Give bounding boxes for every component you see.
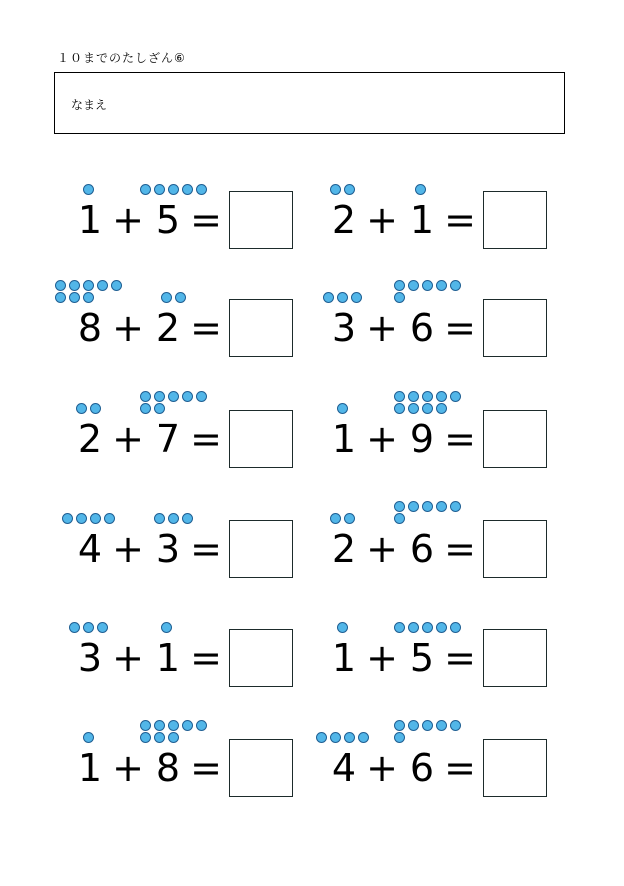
counting-dot xyxy=(76,513,87,524)
counting-dot xyxy=(394,622,405,633)
answer-box[interactable] xyxy=(229,739,293,797)
equals-sign: = xyxy=(444,417,476,461)
addend-a: 1 xyxy=(77,198,103,242)
counting-dot xyxy=(90,513,101,524)
counting-dot xyxy=(450,720,461,731)
plus-sign: + xyxy=(112,198,144,242)
plus-sign: + xyxy=(112,417,144,461)
addend-b: 3 xyxy=(155,527,181,571)
addend-b: 2 xyxy=(155,306,181,350)
counting-dot xyxy=(168,720,179,731)
counting-dot xyxy=(161,292,172,303)
plus-sign: + xyxy=(112,527,144,571)
counting-dot xyxy=(337,622,348,633)
counting-dot xyxy=(450,280,461,291)
counting-dot xyxy=(436,391,447,402)
plus-sign: + xyxy=(112,306,144,350)
counting-dot xyxy=(422,280,433,291)
equals-sign: = xyxy=(190,198,222,242)
counting-dot xyxy=(415,184,426,195)
equals-sign: = xyxy=(190,636,222,680)
addend-b: 5 xyxy=(155,198,181,242)
answer-box[interactable] xyxy=(229,299,293,357)
counting-dot xyxy=(394,292,405,303)
equals-sign: = xyxy=(444,746,476,790)
equals-sign: = xyxy=(190,417,222,461)
counting-dot xyxy=(394,403,405,414)
counting-dot xyxy=(330,732,341,743)
addend-a: 3 xyxy=(77,636,103,680)
counting-dot xyxy=(408,403,419,414)
counting-dot xyxy=(69,622,80,633)
equals-sign: = xyxy=(444,527,476,571)
addend-a: 8 xyxy=(77,306,103,350)
answer-box[interactable] xyxy=(483,410,547,468)
counting-dot xyxy=(83,292,94,303)
counting-dot xyxy=(140,732,151,743)
addend-a: 1 xyxy=(331,636,357,680)
answer-box[interactable] xyxy=(483,520,547,578)
addend-b: 7 xyxy=(155,417,181,461)
counting-dot xyxy=(394,513,405,524)
counting-dot xyxy=(182,513,193,524)
counting-dot xyxy=(330,184,341,195)
worksheet-title: １０までのたしざん⑥ xyxy=(57,51,186,65)
counting-dot xyxy=(408,391,419,402)
counting-dot xyxy=(104,513,115,524)
equals-sign: = xyxy=(444,198,476,242)
counting-dot xyxy=(69,280,80,291)
addend-b: 1 xyxy=(409,198,435,242)
addend-b: 6 xyxy=(409,306,435,350)
counting-dot xyxy=(182,391,193,402)
answer-box[interactable] xyxy=(483,629,547,687)
counting-dot xyxy=(422,403,433,414)
equals-sign: = xyxy=(444,636,476,680)
answer-box[interactable] xyxy=(229,410,293,468)
equals-sign: = xyxy=(190,527,222,571)
counting-dot xyxy=(83,622,94,633)
counting-dot xyxy=(408,501,419,512)
counting-dot xyxy=(140,184,151,195)
counting-dot xyxy=(168,184,179,195)
counting-dot xyxy=(337,292,348,303)
counting-dot xyxy=(394,391,405,402)
answer-box[interactable] xyxy=(229,520,293,578)
counting-dot xyxy=(436,280,447,291)
counting-dot xyxy=(408,280,419,291)
counting-dot xyxy=(168,732,179,743)
addend-a: 4 xyxy=(331,746,357,790)
counting-dot xyxy=(422,720,433,731)
counting-dot xyxy=(436,501,447,512)
counting-dot xyxy=(55,280,66,291)
plus-sign: + xyxy=(366,636,398,680)
counting-dot xyxy=(154,720,165,731)
counting-dot xyxy=(394,732,405,743)
addend-a: 1 xyxy=(331,417,357,461)
counting-dot xyxy=(196,720,207,731)
counting-dot xyxy=(450,501,461,512)
plus-sign: + xyxy=(112,636,144,680)
counting-dot xyxy=(330,513,341,524)
counting-dot xyxy=(97,280,108,291)
counting-dot xyxy=(97,622,108,633)
counting-dot xyxy=(408,720,419,731)
counting-dot xyxy=(182,720,193,731)
addend-a: 2 xyxy=(331,527,357,571)
counting-dot xyxy=(337,403,348,414)
addend-a: 3 xyxy=(331,306,357,350)
counting-dot xyxy=(55,292,66,303)
counting-dot xyxy=(76,403,87,414)
counting-dot xyxy=(175,292,186,303)
addend-b: 6 xyxy=(409,746,435,790)
counting-dot xyxy=(90,403,101,414)
counting-dot xyxy=(196,391,207,402)
counting-dot xyxy=(422,622,433,633)
counting-dot xyxy=(154,184,165,195)
counting-dot xyxy=(422,391,433,402)
counting-dot xyxy=(351,292,362,303)
counting-dot xyxy=(111,280,122,291)
counting-dot xyxy=(140,391,151,402)
counting-dot xyxy=(69,292,80,303)
counting-dot xyxy=(450,622,461,633)
counting-dot xyxy=(83,732,94,743)
counting-dot xyxy=(316,732,327,743)
equals-sign: = xyxy=(444,306,476,350)
counting-dot xyxy=(450,391,461,402)
addend-a: 2 xyxy=(77,417,103,461)
counting-dot xyxy=(83,184,94,195)
equals-sign: = xyxy=(190,306,222,350)
addend-b: 9 xyxy=(409,417,435,461)
counting-dot xyxy=(154,391,165,402)
counting-dot xyxy=(344,513,355,524)
counting-dot xyxy=(436,720,447,731)
counting-dot xyxy=(436,403,447,414)
counting-dot xyxy=(161,622,172,633)
answer-box[interactable] xyxy=(483,191,547,249)
counting-dot xyxy=(140,720,151,731)
counting-dot xyxy=(436,622,447,633)
counting-dot xyxy=(344,184,355,195)
counting-dot xyxy=(394,280,405,291)
addend-b: 6 xyxy=(409,527,435,571)
plus-sign: + xyxy=(112,746,144,790)
addend-a: 2 xyxy=(331,198,357,242)
plus-sign: + xyxy=(366,306,398,350)
addend-b: 8 xyxy=(155,746,181,790)
counting-dot xyxy=(182,184,193,195)
counting-dot xyxy=(394,501,405,512)
plus-sign: + xyxy=(366,417,398,461)
counting-dot xyxy=(408,622,419,633)
plus-sign: + xyxy=(366,527,398,571)
name-label: なまえ xyxy=(71,98,108,112)
counting-dot xyxy=(140,403,151,414)
answer-box[interactable] xyxy=(229,191,293,249)
addend-a: 4 xyxy=(77,527,103,571)
counting-dot xyxy=(323,292,334,303)
addend-a: 1 xyxy=(77,746,103,790)
counting-dot xyxy=(62,513,73,524)
counting-dot xyxy=(394,720,405,731)
counting-dot xyxy=(154,403,165,414)
name-field[interactable] xyxy=(54,72,565,134)
counting-dot xyxy=(168,391,179,402)
addend-b: 1 xyxy=(155,636,181,680)
answer-box[interactable] xyxy=(229,629,293,687)
equals-sign: = xyxy=(190,746,222,790)
counting-dot xyxy=(83,280,94,291)
counting-dot xyxy=(196,184,207,195)
answer-box[interactable] xyxy=(483,299,547,357)
counting-dot xyxy=(168,513,179,524)
addend-b: 5 xyxy=(409,636,435,680)
counting-dot xyxy=(344,732,355,743)
plus-sign: + xyxy=(366,746,398,790)
counting-dot xyxy=(154,513,165,524)
counting-dot xyxy=(422,501,433,512)
counting-dot xyxy=(358,732,369,743)
answer-box[interactable] xyxy=(483,739,547,797)
counting-dot xyxy=(154,732,165,743)
plus-sign: + xyxy=(366,198,398,242)
